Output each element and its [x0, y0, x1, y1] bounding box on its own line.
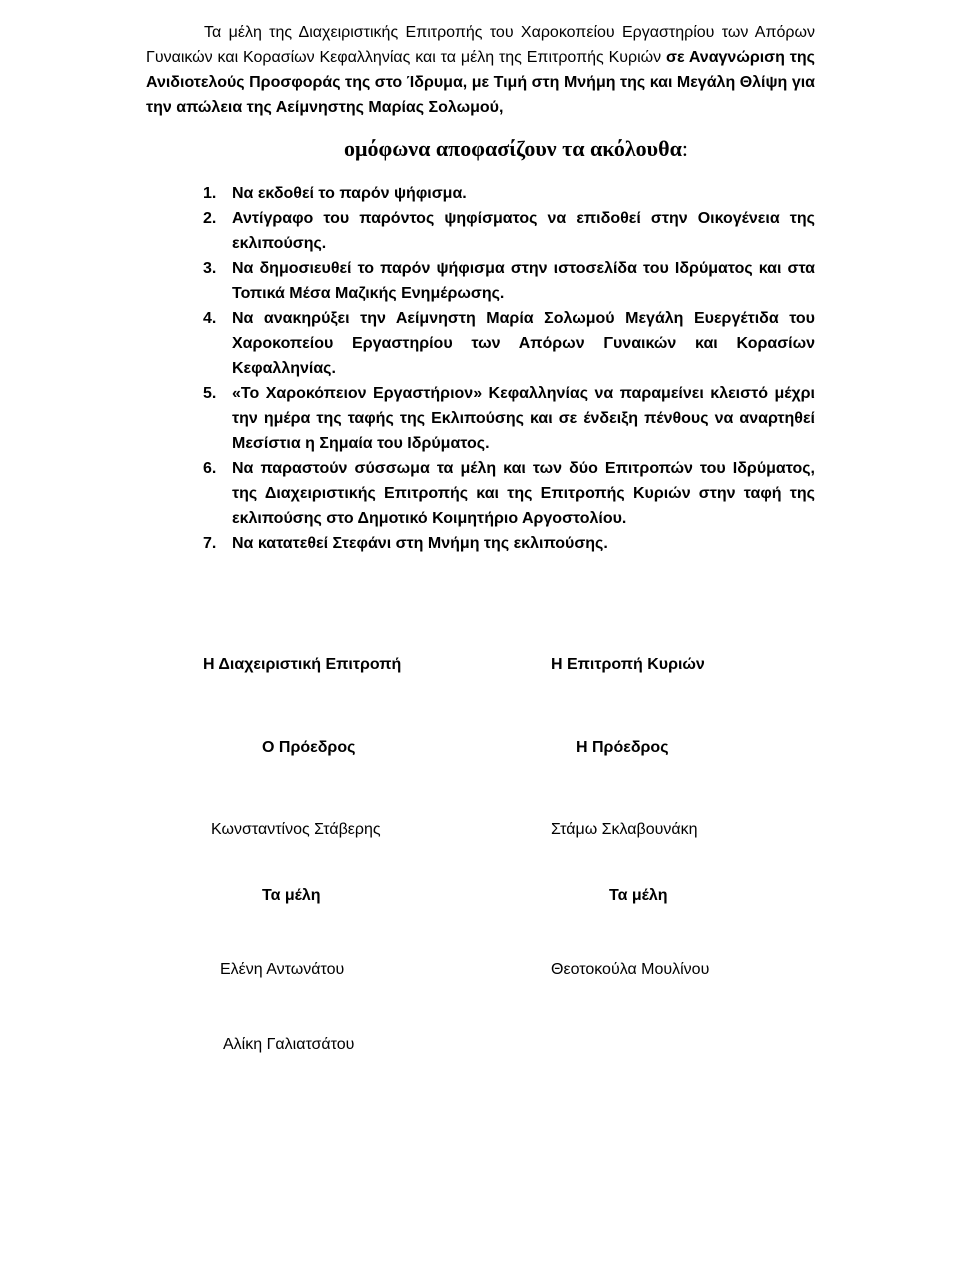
list-item-text: Να ανακηρύξει την Αείμνηστη Μαρία Σολωμού Μεγάλη Ευεργέτιδα του Χαροκοπείου Εργαστηρίου των Απόρων Γυναικών και Κορασίων Κεφαλληνίας. — [232, 310, 815, 377]
decision-heading-text: ομόφωνα αποφασίζουν τα ακόλουθα — [344, 136, 682, 161]
right-members-title: Τα μέλη — [609, 887, 668, 904]
list-item — [203, 456, 815, 531]
left-member-name: Ελένη Αντωνάτου — [220, 961, 345, 978]
left-chair-title: Ο Πρόεδρος — [262, 739, 356, 756]
list-item-text: Να παραστούν σύσσωμα τα μέλη και των δύο Επιτροπών του Ιδρύματος, της Διαχειριστικής Επιτροπής και της Επιτροπής Κυριών στην ταφή της εκλιπούσης στο Δημοτικό Κοιμητήριο Αργοστολίου. — [232, 460, 815, 527]
list-item-number: 7. — [203, 535, 217, 552]
left-members-title: Τα μέλη — [262, 887, 321, 904]
list-item-number: 5. — [203, 385, 217, 402]
list-item-text: Να δημοσιευθεί το παρόν ψήφισμα στην ιστοσελίδα του Ιδρύματος και στα Τοπικά Μέσα Μαζικής Ενημέρωσης. — [232, 260, 815, 302]
left-committee-title: Η Διαχειριστική Επιτροπή — [203, 656, 402, 673]
list-item-number: 4. — [203, 310, 217, 327]
decisions-list — [203, 181, 815, 556]
list-item — [203, 256, 815, 306]
list-item-number: 3. — [203, 260, 217, 277]
intro-paragraph — [146, 20, 815, 120]
decision-heading-colon: : — [681, 136, 688, 161]
list-item-text: «Το Χαροκόπειον Εργαστήριον» Κεφαλληνίας να παραμείνει κλειστό μέχρι την ημέρα της ταφής της Εκλιπούσης και σε ένδειξη πένθους να αναρτηθεί Μεσίστια η Σημαία του Ιδρύματος. — [232, 385, 815, 452]
list-item — [203, 306, 815, 381]
intro-bold-text: σε Αναγνώριση της Ανιδιοτελούς Προσφοράς της στο Ίδρυμα, με Τιμή στη Μνήμη της και Μεγάλη Θλίψη για την απώλεια της Αείμνηστης Μαρίας Σολωμού, — [146, 49, 815, 116]
intro-plain-text: Τα μέλη της Διαχειριστικής Επιτροπής του Χαροκοπείου Εργαστηρίου των Απόρων Γυναικών και Κορασίων Κεφαλληνίας και τα μέλη της Επιτροπής Κυριών — [146, 24, 815, 66]
right-chair-name: Στάμω Σκλαβουνάκη — [551, 821, 698, 838]
list-item — [203, 531, 815, 556]
list-item — [203, 206, 815, 256]
list-item-number: 6. — [203, 460, 217, 477]
list-item-number: 1. — [203, 185, 217, 202]
list-item — [203, 381, 815, 456]
list-item-number: 2. — [203, 210, 217, 227]
decision-heading — [0, 136, 960, 162]
list-item-text: Να εκδοθεί το παρόν ψήφισμα. — [232, 185, 467, 202]
list-item-text: Να κατατεθεί Στεφάνι στη Μνήμη της εκλιπούσης. — [232, 535, 608, 552]
right-committee-title: Η Επιτροπή Κυριών — [551, 656, 705, 673]
left-chair-name: Κωνσταντίνος Στάβερης — [211, 821, 381, 838]
left-member-name: Αλίκη Γαλιατσάτου — [223, 1036, 355, 1053]
list-item-text: Αντίγραφο του παρόντος ψηφίσματος να επιδοθεί στην Οικογένεια της εκλιπούσης. — [232, 210, 815, 252]
right-chair-title: Η Πρόεδρος — [576, 739, 669, 756]
list-item — [203, 181, 815, 206]
right-member-name: Θεοτοκούλα Μουλίνου — [551, 961, 710, 978]
